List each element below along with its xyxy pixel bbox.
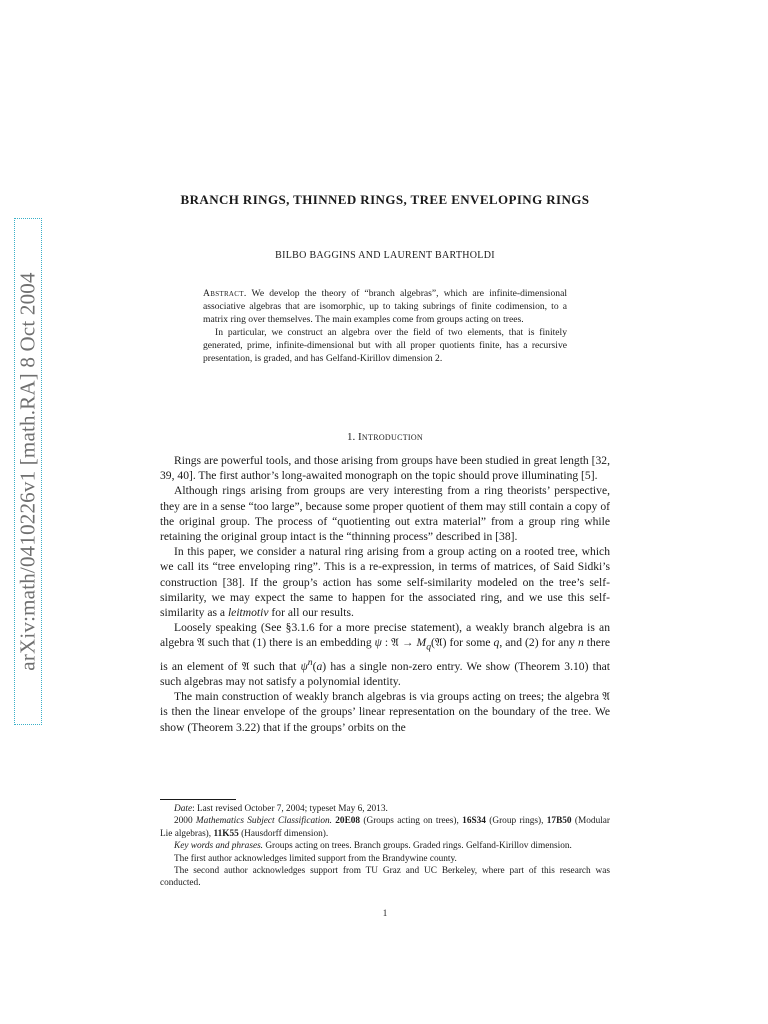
body-text	[160, 453, 610, 735]
arxiv-identifier-stamp	[14, 218, 42, 725]
footnotes	[160, 803, 610, 890]
abstract-paragraph-1	[203, 287, 567, 326]
body-paragraph-5: The main construction of weakly branch algebras is via groups acting on trees; the algebra 𝔄 is then the linear envelope of the groups’ linear representation on the boundary of the tree. We show (Theorem 3.22) that if the groups’ orbits on the	[160, 690, 610, 734]
body-paragraph-1: Rings are powerful tools, and those arising from groups have been studied in great length [32, 39, 40]. The first author’s long-awaited monograph on the topic should prove illuminating [5].	[160, 454, 610, 483]
footnote-support-2: The second author acknowledges support from TU Graz and UC Berkeley, where part of this research was conducted.	[160, 866, 610, 889]
p4-text-f: (	[312, 659, 317, 673]
paper-title: BRANCH RINGS, THINNED RINGS, TREE ENVELOPING RINGS	[180, 192, 590, 207]
p4-text-d: , and (2) for any	[499, 636, 578, 650]
body-paragraph-3	[160, 544, 610, 620]
p4-text-b: : 𝔄 →	[381, 636, 417, 650]
section-title: Introduction	[357, 431, 424, 443]
p4-text-c: (𝔄) for some	[431, 636, 494, 650]
section-number: 1.	[346, 431, 356, 443]
msc-text-3: (Modular Lie algebras),	[160, 816, 611, 839]
arxiv-identifier: arXiv:math/0410226v1 [math.RA] 8 Oct 2004	[15, 272, 40, 671]
p4-superscript-n: n	[307, 656, 313, 668]
keywords-text: Groups acting on trees. Branch groups. Graded rings. Gelfand-Kirillov dimension.	[263, 841, 572, 852]
body-paragraph-2: Although rings arising from groups are very interesting from a ring theorists’ perspective, they are in a sense “too large”, because some proper quotient of them may still contain a copy of the original group. The process of “quotienting out extra material” from a group ring while retaining the original group intact is the “thinning process” described in [38].	[160, 484, 610, 544]
p4-text-g: ) has a single non-zero entry. We show (Theorem 3.10) that such algebras may not satisfy a polynomial identity.	[160, 659, 611, 689]
footnote-date-text: : Last revised October 7, 2004; typeset May 6, 2013.	[192, 804, 388, 814]
p4-psi: ψ	[374, 636, 382, 650]
msc-year: 2000	[174, 816, 196, 827]
body-paragraph-3-end: for all our results.	[268, 606, 354, 620]
p4-subscript-q: q	[426, 641, 432, 653]
p4-a: a	[316, 659, 323, 673]
paper-authors: BILBO BAGGINS AND LAURENT BARTHOLDI	[275, 250, 495, 261]
msc-code-1: 20E08	[335, 816, 361, 827]
msc-code-2: 16S34	[462, 816, 486, 827]
footnote-rule	[160, 799, 236, 800]
footnote-msc	[160, 815, 610, 840]
p4-psi-2: ψ	[300, 659, 308, 673]
p4-matrix-m: M	[416, 636, 427, 650]
keywords-label: Key words and phrases.	[174, 841, 264, 852]
footnote-date	[160, 803, 610, 815]
msc-code-3: 17B50	[546, 816, 572, 827]
msc-text-1: (Groups acting on trees),	[360, 816, 463, 827]
section-heading	[160, 431, 610, 443]
abstract-text-1: We develop the theory of “branch algebras”, which are infinite-dimensional associative algebras that are isomorphic, up to taking subrings of finite codimension, to a matrix ring over themselves. The main examples come from groups acting on trees.	[203, 288, 567, 325]
msc-text-2: (Group rings),	[485, 816, 547, 827]
p4-n: n	[577, 636, 584, 650]
page-number: 1	[382, 908, 388, 918]
msc-text-4: (Hausdorff dimension).	[238, 828, 329, 839]
p4-text-a: Loosely speaking (See §3.1.6 for a more precise statement), a weakly branch algebra is an algebra 𝔄 such that (1) there is an embedding	[160, 621, 610, 650]
abstract-label: Abstract.	[203, 288, 247, 299]
leitmotiv-emphasis: leitmotiv	[227, 606, 269, 620]
footnote-date-label: Date	[174, 804, 193, 814]
abstract	[203, 287, 567, 365]
footnote-support-1: The first author acknowledges limited support from the Brandywine county.	[174, 853, 457, 864]
p4-q: q	[493, 636, 500, 650]
footnote-keywords	[160, 840, 610, 852]
msc-code-4: 11K55	[213, 828, 239, 839]
abstract-paragraph-2: In particular, we construct an algebra over the field of two elements, that is finitely generated, prime, infinite-dimensional but with all proper quotients finite, has a recursive presentation, is graded, and has Gelfand-Kirillov dimension 2.	[203, 327, 567, 364]
body-paragraph-4	[160, 620, 610, 689]
body-paragraph-3-text: In this paper, we consider a natural ring arising from a group acting on a rooted tree, which we call its “tree enveloping ring”. This is a re-expression, in terms of matrices, of Said Sidki’s construction [38]. If the group’s action has some self-similarity modeled on the tree’s self-similarity, we may expect the same to happen for the associated ring, and we use this self-similarity as a	[160, 545, 610, 620]
p4-text-e: there is an element of 𝔄 such that	[160, 636, 610, 673]
msc-label: Mathematics Subject Classification.	[195, 816, 332, 827]
